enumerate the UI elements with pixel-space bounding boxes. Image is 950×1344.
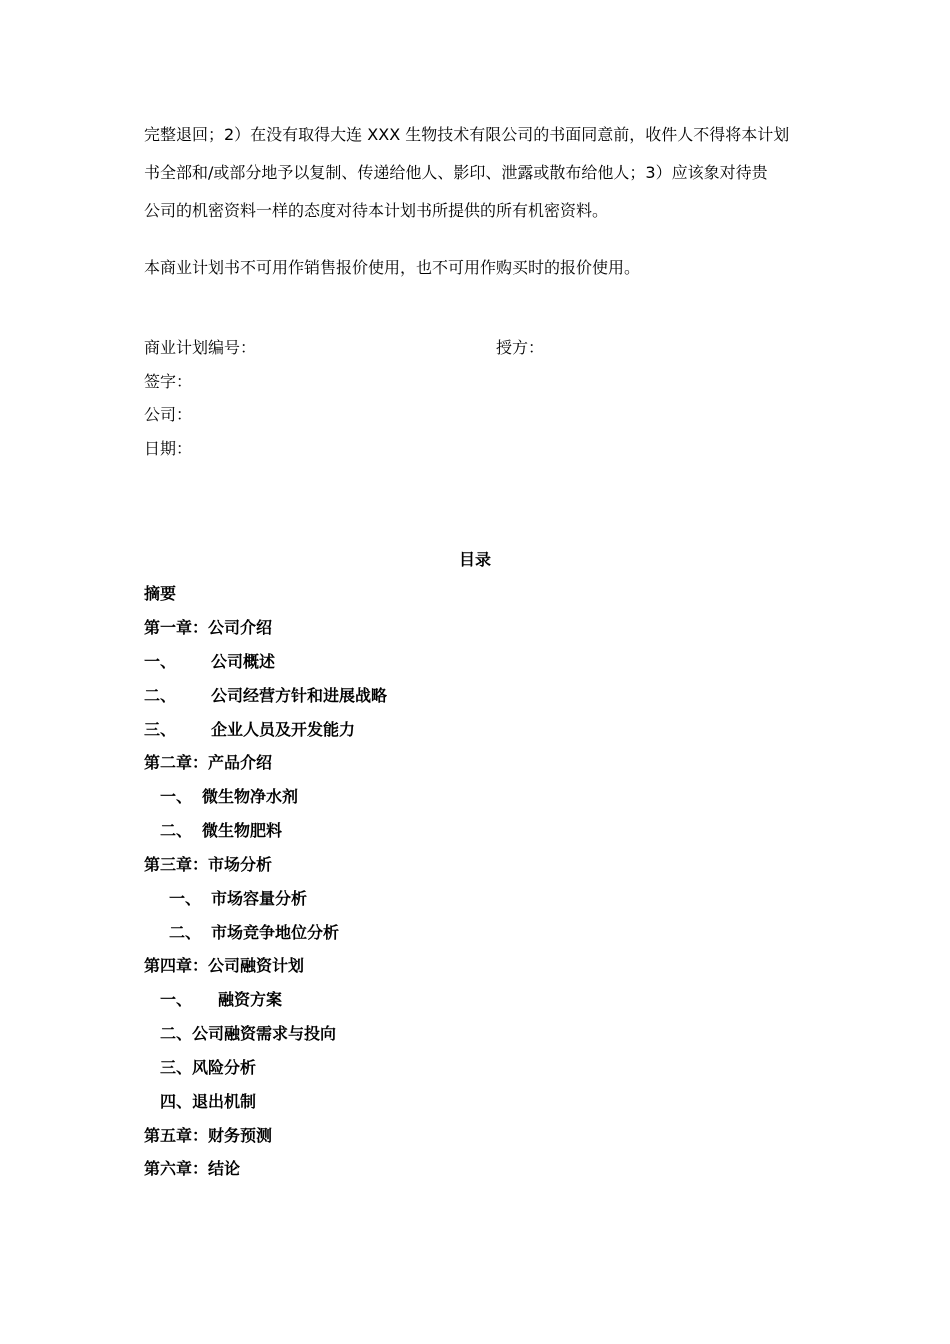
quote-note: 本商业计划书不可用作销售报价使用，也不可用作购买时的报价使用。 xyxy=(144,258,641,277)
toc-item-number: 三、 xyxy=(144,720,177,739)
notice-line-1: 完整退回；2）在没有取得大连 XXX 生物技术有限公司的书面同意前，收件人不得将本计划 xyxy=(144,125,790,144)
toc-item-text: 第六章：结论 xyxy=(144,1159,241,1178)
toc-item-text: 摘要 xyxy=(144,584,177,603)
toc-item-3-2[interactable] xyxy=(169,923,339,943)
toc-item-number: 一、 xyxy=(144,652,177,671)
toc-item-number: 一、 xyxy=(160,787,193,806)
toc-item-text: 第五章：财务预测 xyxy=(144,1126,273,1145)
toc-item-4-1[interactable] xyxy=(160,990,282,1010)
toc-item-number: 二、 xyxy=(160,821,193,840)
company-label: 公司： xyxy=(144,405,193,424)
toc-item-chapter-5[interactable] xyxy=(144,1126,272,1146)
toc-item-2-1[interactable] xyxy=(160,787,298,807)
toc-item-chapter-2[interactable] xyxy=(144,753,272,773)
toc-item-number: 二、 xyxy=(144,686,177,705)
toc-item-1-1[interactable] xyxy=(144,652,275,672)
plan-number-label: 商业计划编号： xyxy=(144,338,257,357)
toc-item-text: 第三章：市场分析 xyxy=(144,855,273,874)
toc-item-text: 微生物净水剂 xyxy=(202,787,299,806)
toc-title: 目录 xyxy=(458,550,491,569)
notice-line-2: 书全部和/或部分地予以复制、传递给他人、影印、泄露或散布给他人；3）应该象对待贵 xyxy=(144,163,768,182)
toc-item-text: 四、退出机制 xyxy=(160,1092,257,1111)
toc-item-chapter-6[interactable] xyxy=(144,1159,240,1179)
toc-item-3-1[interactable] xyxy=(169,889,307,909)
toc-item-2-2[interactable] xyxy=(160,821,282,841)
toc-item-4-3[interactable] xyxy=(160,1058,256,1078)
toc-item-text: 市场竞争地位分析 xyxy=(211,923,340,942)
toc-item-summary[interactable] xyxy=(144,584,176,604)
toc-item-number: 一、 xyxy=(160,990,193,1009)
toc-item-4-2[interactable] xyxy=(160,1024,336,1044)
toc-item-chapter-4[interactable] xyxy=(144,956,304,976)
toc-item-text: 第一章：公司介绍 xyxy=(144,618,273,637)
toc-item-text: 市场容量分析 xyxy=(211,889,308,908)
toc-item-text: 第四章：公司融资计划 xyxy=(144,956,305,975)
notice-line-3: 公司的机密资料一样的态度对待本计划书所提供的所有机密资料。 xyxy=(144,201,609,220)
toc-item-1-2[interactable] xyxy=(144,686,387,706)
grantee-label: 授方： xyxy=(496,338,545,357)
toc-item-chapter-1[interactable] xyxy=(144,618,272,638)
toc-item-text: 三、风险分析 xyxy=(160,1058,257,1077)
toc-item-1-3[interactable] xyxy=(144,720,355,740)
date-label: 日期： xyxy=(144,439,193,458)
toc-item-text: 微生物肥料 xyxy=(202,821,283,840)
toc-item-4-4[interactable] xyxy=(160,1092,256,1112)
signature-label: 签字： xyxy=(144,372,193,391)
toc-item-text: 二、公司融资需求与投向 xyxy=(160,1024,337,1043)
toc-item-text: 公司概述 xyxy=(211,652,276,671)
toc-item-text: 公司经营方针和进展战略 xyxy=(211,686,388,705)
toc-item-number: 一、 xyxy=(169,889,202,908)
toc-item-text: 企业人员及开发能力 xyxy=(211,720,356,739)
toc-item-text: 融资方案 xyxy=(218,990,283,1009)
toc-item-chapter-3[interactable] xyxy=(144,855,272,875)
toc-item-number: 二、 xyxy=(169,923,202,942)
toc-item-text: 第二章：产品介绍 xyxy=(144,753,273,772)
